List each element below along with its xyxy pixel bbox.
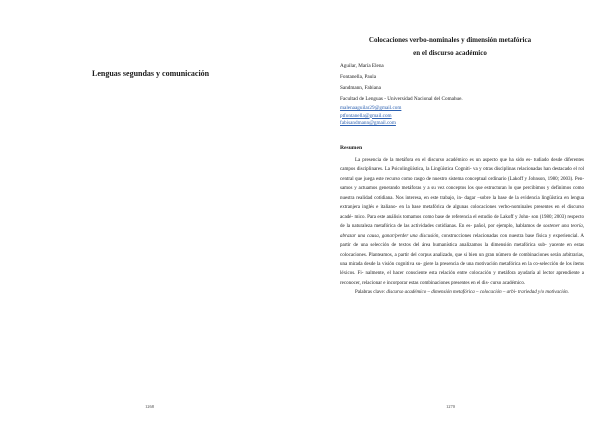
author-name: Sandmann, Fabiana	[340, 85, 381, 91]
keywords-paragraph	[340, 288, 584, 297]
title-line-2: en el discurso académico	[413, 49, 487, 57]
abstract-heading: Resumen	[340, 145, 363, 151]
affiliation: Facultad de Lenguas - Universidad Nacional del Comahue.	[340, 96, 463, 102]
right-page-number: 1270	[446, 404, 455, 409]
left-page-number: 1268	[145, 404, 154, 409]
author-name: Aguilar, María Elena	[340, 63, 384, 69]
right-page	[300, 0, 600, 424]
abstract-body	[340, 156, 584, 298]
author-block	[340, 61, 590, 128]
title-line-1: Colocaciones verbo-nominales y dimensión metafórica	[368, 36, 532, 44]
email-link[interactable]: fabisandmann@gmail.com	[340, 120, 396, 127]
abstract-italic-examples: sostener una teoría, abrazar una causa, ganar/perder una discusión	[340, 224, 585, 239]
paper-title	[312, 34, 588, 60]
keywords-label: Palabras clave:	[355, 290, 386, 296]
abstract-paragraph	[340, 156, 584, 288]
keywords-text: discurso académico – dimensión metafórica – colocación – arbi- trariedad y/o motivación.	[386, 290, 569, 296]
email-link[interactable]: ptfontanella@gmail.com	[340, 112, 392, 119]
email-list	[340, 105, 590, 128]
section-heading: Lenguas segundas y comunicación	[92, 69, 210, 78]
author-name: Fontanella, Paula	[340, 74, 377, 80]
email-link[interactable]: malenaaguilar29@gmail.com	[340, 105, 402, 111]
abstract-text-1: La presencia de la metáfora en el discurso académico es un aspecto que ha sido es- tudiado desde diferentes campos disciplinares. La Psicolingüística, la Lingüística Cogniti- va y otras disciplinas relacionadas han destacado el rol central que juega este recurso como rasgo de nuestro sistema conceptual ordinario (Lakoff y Johnson, 1980; 2003). Pen- samos y actuamos generando metáforas y a su vez conceptos los que estructuran lo que percibimos y definimos como nuestra realidad cotidiana. Nos interesa, en este trabajo, in- dagar –sobre la base de la evidencia lingüística en lengua extranjera inglés e italiano- en la base metafórica de algunas colocaciones verbo-nominales presentes en el discurso acadé- mico. Para este análisis tomamos como base de referencia el estudio de Lakoff y John- son (1980; 2003) respecto de la naturaleza metafórica de las actividades cotidianas. En es- pañol, por ejemplo, hablamos de	[340, 158, 584, 230]
abstract-text-2: , construcciones relacionadas con nuestra base física y experiencial. A partir de una selección de textos del área humanística analizamos la dimensión metafórica sub- yacente en estas colocaciones. Planteamos, a partir del corpus analizado, que si bien un gran número de combinaciones serán arbitrarias, una mirada desde la visión cognitiva su- giere la presencia de una motivación metafórica en la co-selección de los ítems léxicos. Fi- nalmente, el hacer consciente esta relación entre colocación y metáfora ayudaría al lector aprendiente a reconocer, relacionar e incorporar estas combinaciones presentes en el dis- curso académico.	[340, 233, 584, 286]
